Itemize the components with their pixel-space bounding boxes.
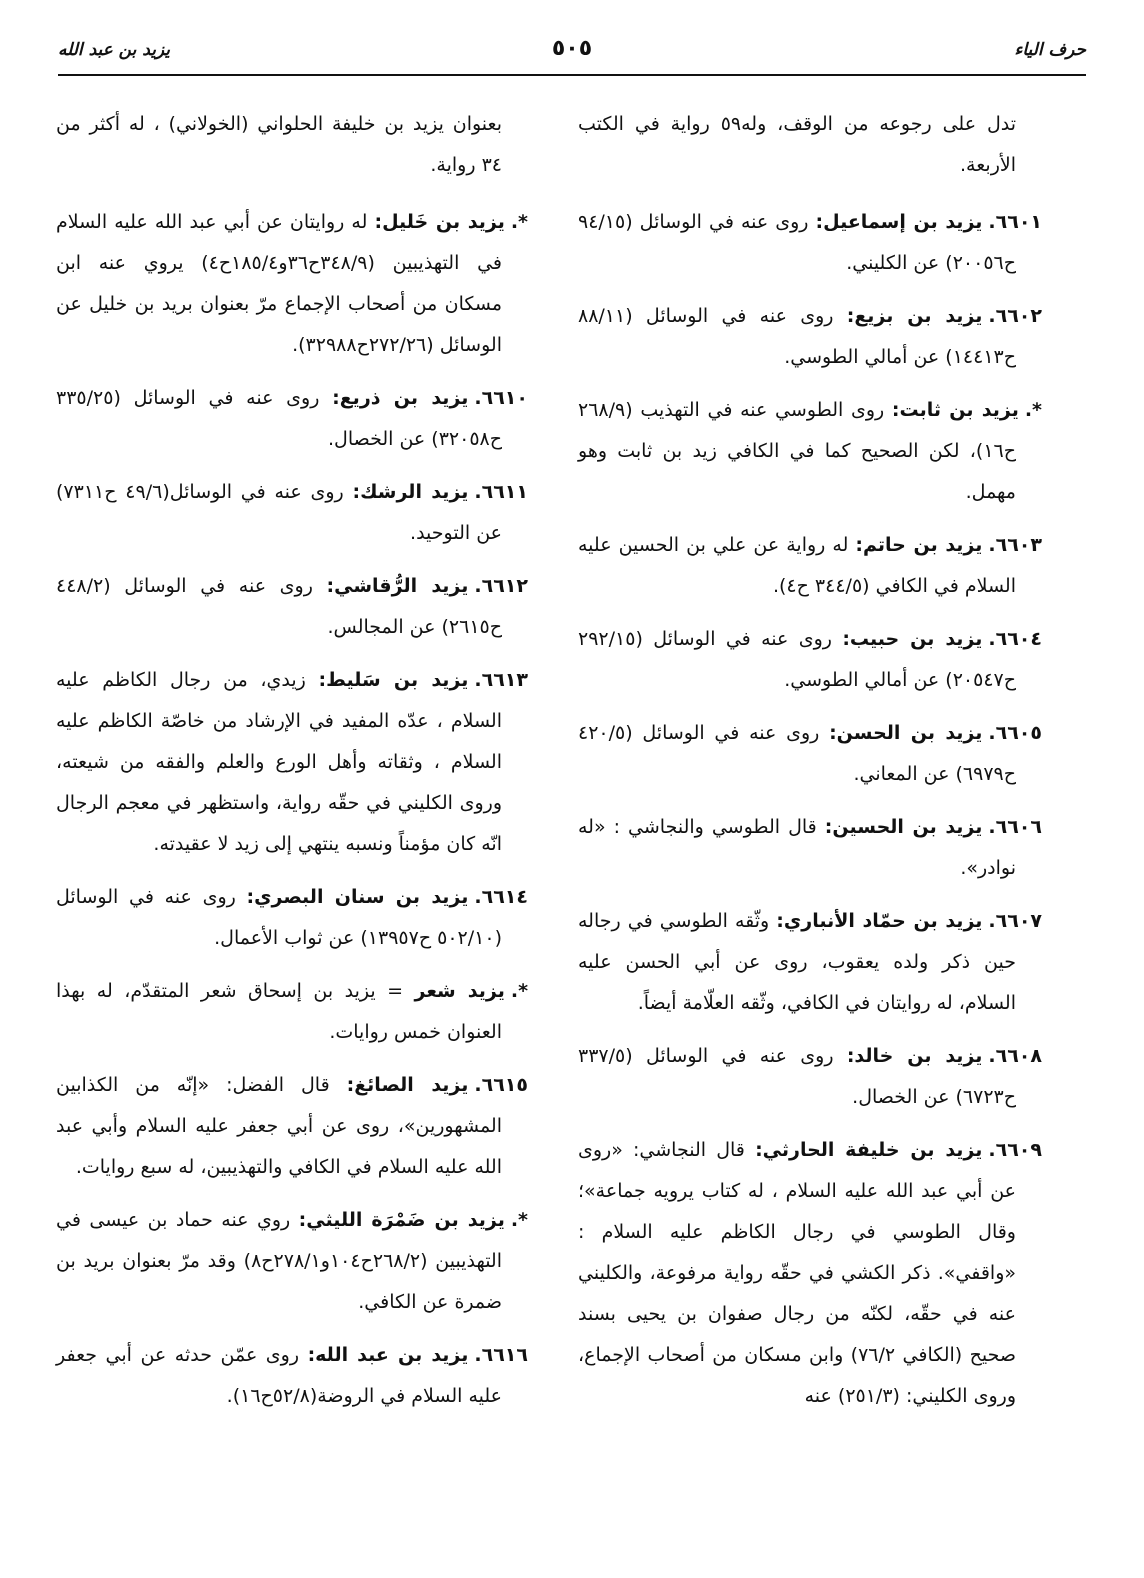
entry-star-khalil: *.يزيد بن خَليل: له روايتان عن أبي عبد الله عليه السلام في التهذيبين (٣٤٨/٩ح٣٦و١٨٥/٤ح٤) يروي عنه ابن مسكان من أصحاب الإجماع مرّ بعنوان بريد بن خليل عن الوسائل (٢٧٢/٢٦ح٣٢٩٨٨).	[56, 211, 528, 356]
entry-6615: ٦٦١٥.يزيد الصائغ: قال الفضل: «إنّه من الكذابين المشهورين»، روى عن أبي جعفر عليه السلام وأبي عبد الله عليه السلام في الكافي والتهذيبين، له سبع روايات.	[56, 1074, 528, 1178]
entry-6601: ٦٦٠١.يزيد بن إسماعيل: روى عنه في الوسائل (٩٤/١٥ ح٢٠٠٥٦) عن الكليني.	[578, 211, 1043, 274]
entry-6614: ٦٦١٤.يزيد بن سنان البصري: روى عنه في الوسائل (٥٠٢/١٠ ح١٣٩٥٧) عن ثواب الأعمال.	[56, 886, 528, 949]
entry-star-damra: *.يزيد بن ضَمْرَة الليثي: روي عنه حماد بن عيسى في التهذيبين (٢٦٨/٢ح١٠٤و٢٧٨/١ح٨) وقد مرّ بعنوان بريد بن ضمرة عن الكافي.	[56, 1209, 528, 1313]
running-title: يزيد بن عبد الله	[58, 40, 171, 60]
entry-6612: ٦٦١٢.يزيد الرُّقاشي: روى عنه في الوسائل (٤٤٨/٢ ح٢٦١٥) عن المجالس.	[56, 575, 528, 638]
entry-6606: ٦٦٠٦.يزيد بن الحسين: قال الطوسي والنجاشي : «له نوادر».	[578, 816, 1042, 879]
page-number: ٥٠٥	[551, 36, 593, 61]
entry-6602: ٦٦٠٢.يزيد بن بزيع: روى عنه في الوسائل (٨٨/١١ ح١٤٤١٣) عن أمالي الطوسي.	[578, 305, 1042, 368]
entry-continuation: تدل على رجوعه من الوقف، وله٥٩ رواية في الكتب الأربعة.	[578, 113, 1017, 176]
entry-6611: ٦٦١١.يزيد الرشك: روى عنه في الوسائل(٤٩/٦ ح٧٣١١) عن التوحيد.	[56, 481, 528, 544]
entry-6609: ٦٦٠٩.يزيد بن خليفة الحارثي: قال النجاشي: «روى عن أبي عبد الله عليه السلام ، له كتاب يرويه جماعة»؛ وقال الطوسي في رجال الكاظم عليه السلام : «واقفي». ذكر الكشي في حقّه رواية مرفوعة، والكليني عنه في حقّه، لكنّه من رجال صفوان بن يحيى بسند صحيح (الكافي ٧٦/٢) وابن مسكان من أصحاب الإجماع، وروى الكليني: (٢٥١/٣) عنه	[578, 1139, 1042, 1407]
entry-6616: ٦٦١٦.يزيد بن عبد الله: روى عمّن حدثه عن أبي جعفر عليه السلام في الروضة(٥٢/٨ح١٦).	[56, 1344, 528, 1407]
entry-6613: ٦٦١٣.يزيد بن سَليط: زيدي، من رجال الكاظم عليه السلام ، عدّه المفيد في الإرشاد من خاصّة الكاظم عليه السلام ، وثقاته وأهل الورع والعلم والفقه من شيعته، وروى الكليني في حقّه رواية، واستظهر في معجم الرجال انّه كان مؤمناً ونسبه ينتهي إلى زيد لا عقيدته.	[56, 669, 528, 855]
left-column	[56, 104, 529, 1429]
entry-6608: ٦٦٠٨.يزيد بن خالد: روى عنه في الوسائل (٣٣٧/٥ ح٦٧٢٣) عن الخصال.	[578, 1045, 1042, 1108]
entry-continuation-left: بعنوان يزيد بن خليفة الحلواني (الخولاني) ، له أكثر من ٣٤ رواية.	[56, 113, 502, 176]
entry-6605: ٦٦٠٥.يزيد بن الحسن: روى عنه في الوسائل (٤٢٠/٥ ح٦٩٧٩) عن المعاني.	[578, 722, 1042, 785]
section-title: حرف الياء	[1014, 40, 1086, 60]
entry-star-thabit: *.يزيد بن ثابت: روى الطوسي عنه في التهذيب (٢٦٨/٩ ح١٦)، لكن الصحيح كما في الكافي زيد بن ثابت وهو مهمل.	[578, 399, 1042, 503]
right-column	[578, 104, 1043, 1429]
page-header	[58, 34, 1086, 76]
entry-6610: ٦٦١٠.يزيد بن ذريع: روى عنه في الوسائل (٣٣٥/٢٥ ح٣٢٠٥٨) عن الخصال.	[56, 387, 528, 450]
entry-6603: ٦٦٠٣.يزيد بن حاتم: له رواية عن علي بن الحسين عليه السلام في الكافي (٣٤٤/٥ ح٤).	[578, 534, 1042, 597]
entry-6604: ٦٦٠٤.يزيد بن حبيب: روى عنه في الوسائل (٢٩٢/١٥ ح٢٠٥٤٧) عن أمالي الطوسي.	[578, 628, 1042, 691]
entry-star-shaar: *.يزيد شعر = يزيد بن إسحاق شعر المتقدّم، له بهذا العنوان خمس روايات.	[56, 980, 529, 1043]
entry-6607: ٦٦٠٧.يزيد بن حمّاد الأنباري: وثّقه الطوسي في رجاله حين ذكر ولده يعقوب، روى عن أبي الحسن عليه السلام، له روايتان في الكافي، وثّقه العلّامة أيضاً.	[578, 910, 1043, 1014]
